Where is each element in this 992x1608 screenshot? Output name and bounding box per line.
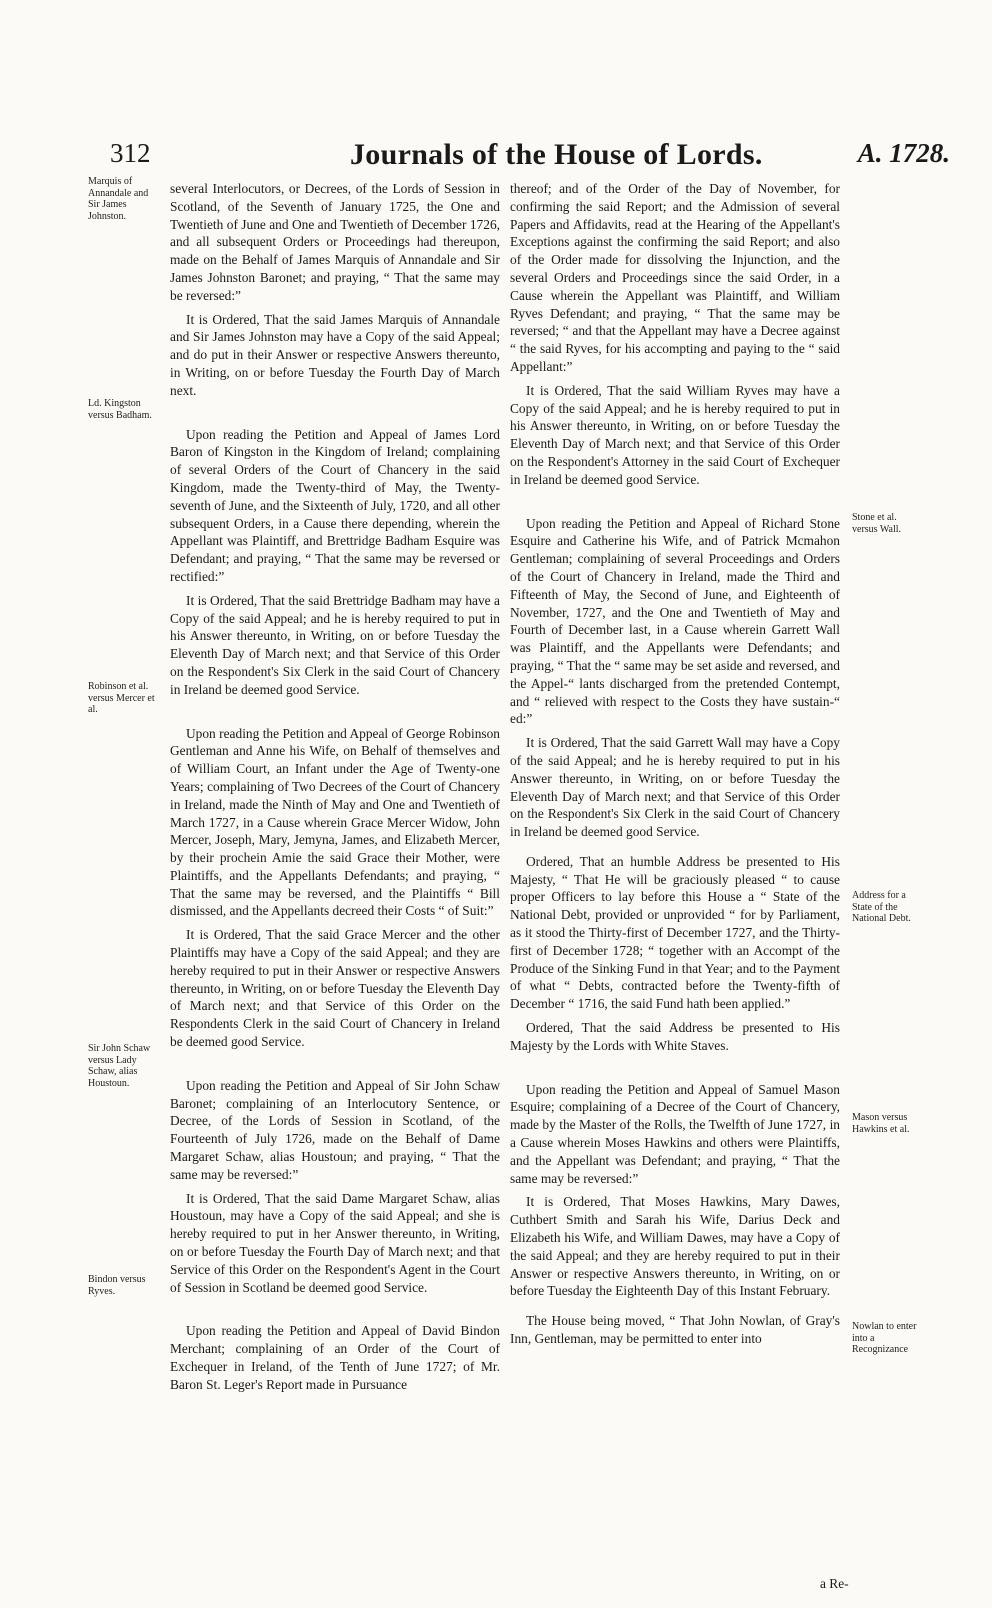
left-column bbox=[170, 180, 500, 1400]
margin-note-robinson: Robinson et al. versus Mercer et al. bbox=[88, 681, 155, 715]
journal-title: Journals of the House of Lords. bbox=[350, 138, 763, 171]
paragraph: It is Ordered, That the said Garrett Wall may have a Copy of the said Appeal; and he is hereby required to put in his Answer thereunto, in Writing, on or before Tuesday the Eleventh Day of March next; and that Service of this Order on the Respondent's Six Clerk in the said Court of Chancery in Ireland be deemed good Service. bbox=[510, 735, 840, 840]
paragraph: Upon reading the Petition and Appeal of George Robinson Gentleman and Anne his Wife, on Behalf of themselves and of William Court, an Infant under the Age of Twenty-one Years; complaining of Two Decrees of the Court of Chancery in Ireland, made the Ninth of May and One and Twentieth of March 1727, in a Cause wherein Grace Mercer Widow, John Mercer, Joseph, Mary, Jemyna, James, and Elizabeth Mercer, by their prochein Amie the said Grace their Mother, were Plaintiffs, and the Appellants Defendants; and praying, “ That the same may be reversed, and the Plaintiffs “ Bill dismissed, and the Appellants decreed their Costs “ of Suit:” bbox=[170, 725, 500, 919]
paragraph: Upon reading the Petition and Appeal of James Lord Baron of Kingston in the Kingdom of Ireland; complaining of several Orders of the Court of Chancery in the said Kingdom, made the Twenty-third of May, the Twenty-seventh of June, and the Sixteenth of July, 1720, and all other subsequent Orders, in a Cause there depending, wherein the Appellant was Plaintiff, and Brettridge Badham Esquire was Defendant; and praying, “ That the same may be reversed or rectified:” bbox=[170, 426, 500, 584]
paragraph: It is Ordered, That the said Grace Mercer and the other Plaintiffs may have a Copy of the said Appeal; and they are hereby required to put in their Answer or respective Answers thereunto, in Writing, on or before Tuesday the Eleventh Day of March next; and that Service of this Order on the Respondents Clerk in the said Court of Chancery in Ireland be deemed good Service. bbox=[170, 927, 500, 1050]
margin-note-annandale: Marquis of Annandale and Sir James Johnston. bbox=[88, 176, 149, 222]
paragraph: Upon reading the Petition and Appeal of Samuel Mason Esquire; complaining of a Decree of the Court of Chancery, made by the Master of the Rolls, the Twelfth of June 1727, in a Cause wherein Moses Hawkins and others were Plaintiffs, and the Appellant was Defendant; and praying, “ That the same may be reversed:” bbox=[510, 1081, 840, 1186]
margin-note-bindon: Bindon versus Ryves. bbox=[88, 1274, 146, 1297]
margin-note-mason: Mason versus Hawkins et al. bbox=[852, 1112, 910, 1135]
paragraph: Upon reading the Petition and Appeal of Sir John Schaw Baronet; complaining of an Interlocutory Sentence, or Decree, of the Lords of Session in Scotland, of the Fourteenth of July 1726, made on the Behalf of Dame Margaret Schaw, alias Houstoun; and praying, “ That the same may be reversed:” bbox=[170, 1077, 500, 1182]
margin-note-schaw: Sir John Schaw versus Lady Schaw, alias Houstoun. bbox=[88, 1043, 151, 1089]
margin-note-stone: Stone et al. versus Wall. bbox=[852, 512, 902, 535]
paragraph: It is Ordered, That the said William Ryves may have a Copy of the said Appeal; and he is hereby required to put in his Answer thereunto, in Writing, on or before Tuesday the Eleventh Day of March next; and that Service of this Order on the Respondent's Attorney in the said Court of Exchequer in Ireland be deemed good Service. bbox=[510, 382, 840, 487]
margin-note-kingston: Ld. Kingston versus Badham. bbox=[88, 398, 152, 421]
paragraph: It is Ordered, That Moses Hawkins, Mary Dawes, Cuthbert Smith and Sarah his Wife, Darius Deck and Elizabeth his Wife, and William Dawes, may have a Copy of the said Appeal; and they are hereby required to put in their Answer or respective Answers thereunto, in Writing, on or before Tuesday the Eighteenth Day of this Instant February. bbox=[510, 1194, 840, 1299]
year-heading: A. 1728. bbox=[857, 138, 950, 168]
paragraph: The House being moved, “ That John Nowlan, of Gray's Inn, Gentleman, may be permitted to enter into bbox=[510, 1313, 840, 1347]
paragraph: thereof; and of the Order of the Day of November, for confirming the said Report; and the Admission of several Papers and Affidavits, read at the Hearing of the Appellant's Exceptions against the confirming the said Report; and also of the Order made for dissolving the Injunction, and the several Orders and Proceedings since the said Order, in a Cause wherein the Appellant was Plaintiff, and William Ryves Defendant; and praying, “ That the same may be reversed; “ and that the Appellant may have a Decree against “ the said Ryves, for his accompting and paying to the “ said Appellant:” bbox=[510, 181, 840, 374]
page-number: 312 bbox=[110, 138, 151, 168]
margin-note-nowlan: Nowlan to enter into a Recognizance bbox=[852, 1321, 917, 1355]
paragraph: Ordered, That the said Address be presented to His Majesty by the Lords with White Staves. bbox=[510, 1020, 840, 1053]
margin-note-address: Address for a State of the National Debt. bbox=[852, 890, 911, 924]
catchword: a Re- bbox=[820, 1576, 849, 1591]
paragraph: It is Ordered, That the said James Marquis of Annandale and Sir James Johnston may have a Copy of the said Appeal; and do put in their Answer or respective Answers thereunto, in Writing, on or before Tuesday the Fourth Day of March next. bbox=[170, 311, 500, 398]
paragraph: Ordered, That an humble Address be presented to His Majesty, “ That He will be graciously pleased “ to cause proper Officers to lay before this House a “ State of the National Debt, provided or unprovided “ for by Parliament, as it stood the Thirty-first of December 1727, and the Thirty-first of December 1728; “ together with an Accompt of the Produce of the Sinking Fund in that Year; and to the Payment of what “ Debts, contracted before the Twenty-fifth of December “ 1716, the said Fund hath been applied.” bbox=[510, 853, 840, 1012]
paragraph: It is Ordered, That the said Brettridge Badham may have a Copy of the said Appeal; and he is hereby required to put in his Answer thereunto, in Writing, on or before Tuesday the Eleventh Day of March next; and that Service of this Order on the Respondent's Six Clerk in the said Court of Chancery in Ireland be deemed good Service. bbox=[170, 592, 500, 697]
paragraph: Upon reading the Petition and Appeal of Richard Stone Esquire and Catherine his Wife, and of Patrick Mcmahon Gentleman; complaining of several Proceedings and Orders of the Court of Chancery in Ireland, made the Third and Fifteenth of May, the Second of June, and Eighteenth of November, 1727, and the One and Twentieth of May and Fourth of December last, in a Cause wherein Garrett Wall was Plaintiff, and the Appellants were Defendants; and praying, “ That the “ same may be set aside and reversed, and the Appel-“ lants discharged from the pretended Contempt, and “ relieved with respect to the Costs they have sustain-“ ed:” bbox=[510, 515, 840, 727]
paragraph: It is Ordered, That the said Dame Margaret Schaw, alias Houstoun, may have a Copy of the said Appeal; and she is hereby required to put in her Answer thereunto, in Writing, on or before Tuesday the Fourth Day of March next; and that Service of this Order on the Respondent's Agent in the Court of Session in Scotland be deemed good Service. bbox=[170, 1190, 500, 1295]
page-header bbox=[110, 138, 950, 182]
right-column bbox=[510, 180, 840, 1354]
paragraph: several Interlocutors, or Decrees, of the Lords of Session in Scotland, of the Seventh of January 1725, the One and Twentieth of June and One and Twentieth of December 1726, and all subsequent Orders or Proceedings had thereupon, made on the Behalf of James Marquis of Annandale and Sir James Johnston Baronet; and praying, “ That the same may be reversed:” bbox=[170, 181, 500, 303]
paragraph: Upon reading the Petition and Appeal of David Bindon Merchant; complaining of an Order of the Court of Exchequer in Ireland, of the Tenth of June 1727; of Mr. Baron St. Leger's Report made in Pursuance bbox=[170, 1323, 500, 1392]
